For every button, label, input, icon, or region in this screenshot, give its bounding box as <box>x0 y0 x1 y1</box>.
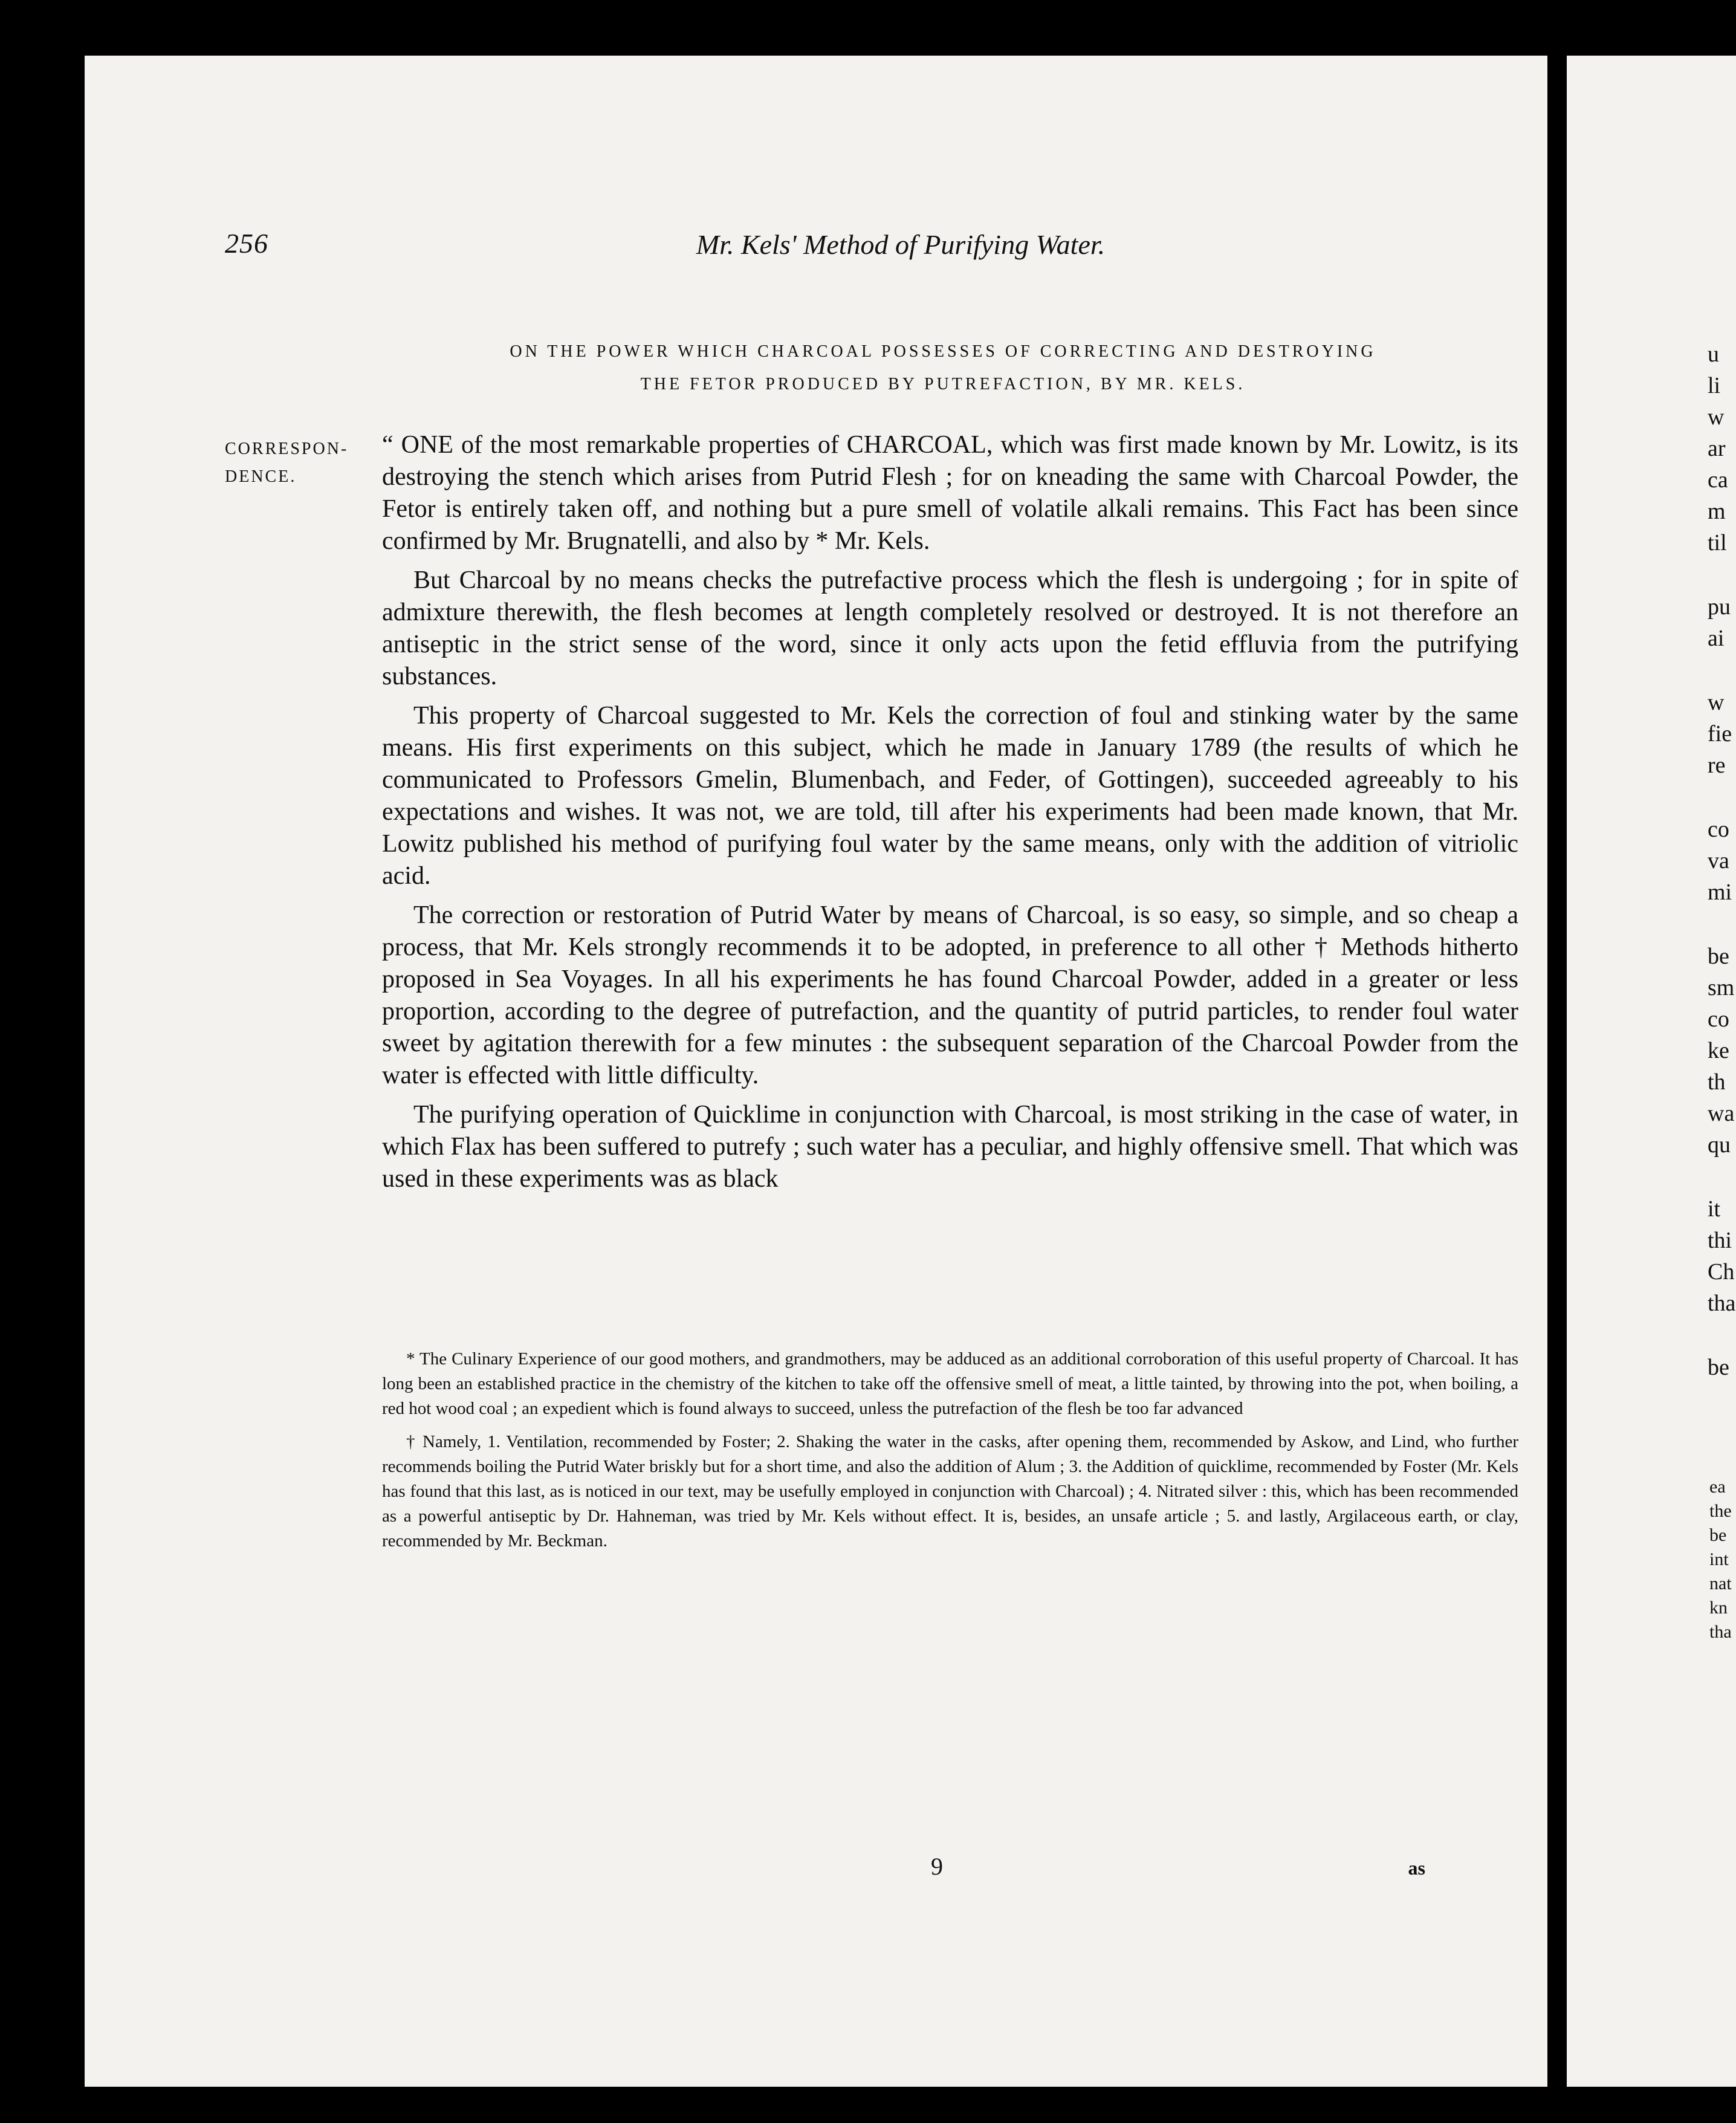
right-page-line: re <box>1708 753 1726 778</box>
right-page-line: w <box>1708 690 1725 715</box>
right-page-foot-line: nat <box>1709 1574 1732 1593</box>
right-page-line: m <box>1708 499 1726 524</box>
page-number: 256 <box>225 228 268 259</box>
right-page-line: ai <box>1708 626 1725 651</box>
right-page-gap <box>1708 908 1732 941</box>
right-page-gap <box>1708 1319 1732 1352</box>
right-page-line: thi <box>1708 1228 1732 1253</box>
paragraph-3: This property of Charcoal suggested to Mr. Kels the correction of foul and stinking water by the same means. His first experiments on this subject, which he made in January 1789 (the results of which he communicated to Professors Gmelin, Blumenbach, and Feder, of Gottingen), succeeded agreeably to his expectations and wishes. It was not, we are told, till after his experiments had been made known, that Mr. Lowitz published his method of purifying foul water by the same means, only with the addition of vitriolic acid. <box>382 702 1518 890</box>
right-page-footnote <box>1709 1475 1734 1644</box>
right-page-line: ar <box>1708 436 1726 461</box>
right-page-line: th <box>1708 1069 1726 1095</box>
right-page-line: fie <box>1708 721 1732 747</box>
signature-mark: 9 <box>931 1853 943 1880</box>
right-page-line: be <box>1708 1355 1729 1380</box>
right-page-line: ke <box>1708 1038 1729 1063</box>
right-page-line: be <box>1708 944 1729 969</box>
right-page-line: va <box>1708 848 1729 874</box>
right-page-line: qu <box>1708 1132 1731 1158</box>
right-page-foot-line: tha <box>1709 1622 1732 1642</box>
right-page-foot-line: be <box>1709 1525 1727 1545</box>
paragraph-5: The purifying operation of Quicklime in conjunction with Charcoal, is most striking in the case of water, in which Flax has been suffered to putrefy ; such water has a peculiar, and highly offensive smell. That which was used in these experiments was as black <box>382 1101 1518 1193</box>
footnotes <box>382 1347 1518 1554</box>
right-page-foot-line: ea <box>1709 1477 1726 1497</box>
running-title: Mr. Kels' Method of Purifying Water. <box>696 229 1106 260</box>
right-page-line: li <box>1708 373 1721 398</box>
right-page-foot-line: int <box>1709 1549 1729 1569</box>
right-page-line: sm <box>1708 975 1735 1000</box>
footnote-2: † Namely, 1. Ventilation, recommended by Foster; 2. Shaking the water in the casks, after opening them, recommended by Askow, and Lind, who further recommends boiling the Putrid Water briskly but for a short time, and also the addition of Alum ; 3. the Addition of quicklime, recommended by Foster (Mr. Kels has found that this last, as is noticed in our text, may be usefully employed in conjunction with Charcoal) ; 4. Nitrated silver : this, which has been recommended as a powerful antiseptic by Dr. Hahneman, was tried by Mr. Kels without effect. It is, besides, an unsafe article ; 5. and lastly, Argilaceous earth, or clay, recommended by Mr. Beckman. <box>382 1432 1518 1551</box>
margin-note-line-2: DENCE. <box>225 467 297 486</box>
right-page-line: co <box>1708 1006 1729 1032</box>
right-page-line: Ch <box>1708 1259 1735 1285</box>
catchword: as <box>1408 1857 1425 1879</box>
right-page-line: til <box>1708 530 1727 556</box>
paragraph-1: “ ONE of the most remarkable properties of CHARCOAL, which was first made known by Mr. Lowitz, is its destroying the stench which arises from Putrid Flesh ; for on kneading the same with Charcoal Powder, the Fetor is entirely taken off, and nothing but a pure smell of volatile alkali remains. This Fact has been since confirmed by Mr. Brugnatelli, and also by * Mr. Kels. <box>382 431 1518 555</box>
right-page-line: ca <box>1708 467 1728 493</box>
right-page-foot-line: the <box>1709 1501 1732 1521</box>
paragraph-4: The correction or restoration of Putrid Water by means of Charcoal, is so easy, so simple, and so cheap a process, that Mr. Kels strongly recommends it to be adopted, in preference to all other † Methods hitherto proposed in Sea Voyages. In all his experiments he has found Charcoal Powder, added in a greater or less proportion, according to the degree of putrefaction, and the quantity of putrid particles, to render foul water sweet by agitation therewith for a few minutes : the subsequent separation of the Charcoal Powder from the water is effected with little difficulty. <box>382 901 1518 1089</box>
heading-line-2: THE FETOR PRODUCED BY PUTREFACTION, BY MR. KELS. <box>640 375 1246 394</box>
right-page-line: it <box>1708 1196 1721 1222</box>
main-text <box>382 429 1518 1195</box>
right-page-foot-line: kn <box>1709 1598 1728 1618</box>
right-page-gap <box>1708 781 1732 814</box>
right-page-gap <box>1708 1161 1732 1193</box>
right-page-line: u <box>1708 342 1719 367</box>
paragraph-2: But Charcoal by no means checks the putrefactive process which the flesh is undergoing ; for in spite of admixture therewith, the flesh becomes at length completely resolved or destroyed. It is not therefore an antiseptic in the strict sense of the word, since it only acts upon the fetid effluvia from the putrifying substances. <box>382 566 1518 690</box>
margin-note-line-1: CORRESPON- <box>225 439 349 458</box>
right-page-text <box>1708 339 1736 1383</box>
right-page-gap <box>1708 559 1732 591</box>
right-page-line: pu <box>1708 594 1731 620</box>
right-page-gap <box>1708 654 1732 687</box>
footnote-1: * The Culinary Experience of our good mothers, and grandmothers, may be adduced as an additional corroboration of this useful property of Charcoal. It has long been an established practice in the chemistry of the kitchen to take off the offensive smell of meat, a little tainted, by throwing into the pot, when boiling, a red hot wood coal ; an expedient which is found always to succeed, unless the putrefaction of the flesh be too far advanced <box>382 1349 1518 1418</box>
right-page-line: co <box>1708 817 1729 842</box>
heading-line-1: ON THE POWER WHICH CHARCOAL POSSESSES OF CORRECTING AND DESTROYING <box>510 342 1376 361</box>
right-page-line: mi <box>1708 880 1732 905</box>
right-page-line: wa <box>1708 1101 1735 1126</box>
right-page-line: w <box>1708 404 1725 430</box>
article-heading <box>375 335 1511 401</box>
right-page-line: tha <box>1708 1291 1736 1316</box>
